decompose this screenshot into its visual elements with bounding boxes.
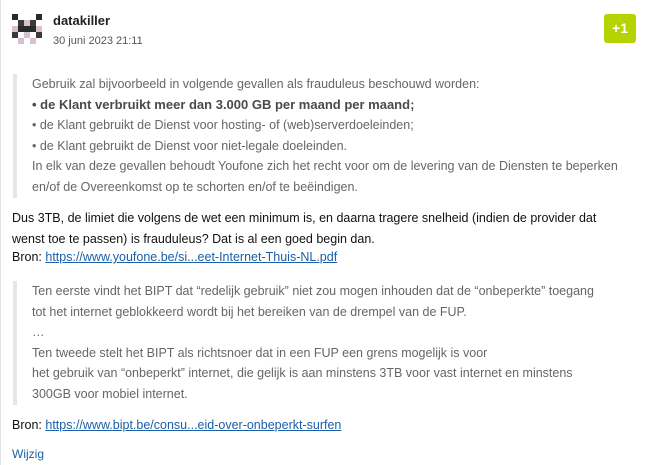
avatar[interactable] [12,14,42,44]
edit-link[interactable]: Wijzig [12,447,44,461]
quote-line: • de Klant gebruikt de Dienst voor hosting- of (web)serverdoeleinden; [32,118,414,133]
quote-line-bold: • de Klant verbruikt meer dan 3.000 GB per maand per maand; [32,96,415,112]
quote-line: Ten eerste vindt het BIPT dat “redelijk gebruik” niet zou mogen inhouden dat de “onbeperkte” toegang [32,284,594,298]
quote-line: In elk van deze gevallen behoudt Youfone zich het recht voor om de levering van de Diensten te beperken [32,159,618,174]
source-link-youfone[interactable]: https://www.youfone.be/si...eet-Internet-Thuis-NL.pdf [45,250,338,264]
quote-block-bipt [13,281,643,405]
source-label: Bron: [12,418,42,432]
author-name[interactable]: datakiller [53,13,111,28]
forum-post [1,0,651,465]
source-line-bipt [12,418,341,432]
source-link-bipt[interactable]: https://www.bipt.be/consu...eid-over-onbeperkt-surfen [45,418,342,432]
quote-line: • de Klant gebruikt de Dienst voor niet-legale doeleinden. [32,138,347,153]
quote-line: Gebruik zal bijvoorbeeld in volgende gevallen als frauduleus beschouwd worden: [32,77,480,91]
source-line-youfone [12,250,337,264]
quote-line: Ten tweede stelt het BIPT als richtsnoer dat in een FUP een grens mogelijk is voor [32,345,488,360]
quote-line: het gebruik van “onbeperkt” internet, die gelijk is aan minstens 3TB voor vast internet en minstens [32,366,573,381]
post-body-text [12,208,644,249]
quote-line: en/of de Overeenkomst op te schorten en/of te beëindigen. [32,179,358,194]
quote-block-youfone [13,74,643,198]
body-line: wenst toe te passen) is frauduleus? Dat is al een goed begin dan. [12,231,375,246]
body-line: Dus 3TB, de limiet die volgens de wet een minimum is, en daarna tragere snelheid (indien de provider dat [12,211,597,225]
quote-line: 300GB voor mobiel internet. [32,386,188,401]
source-label: Bron: [12,250,42,264]
plus-one-button[interactable]: +1 [604,14,636,43]
quote-line: tot het internet geblokkeerd wordt bij het bereiken van de drempel van de FUP. [32,304,467,319]
post-timestamp: 30 juni 2023 21:11 [53,35,143,47]
quote-line: … [32,325,45,340]
